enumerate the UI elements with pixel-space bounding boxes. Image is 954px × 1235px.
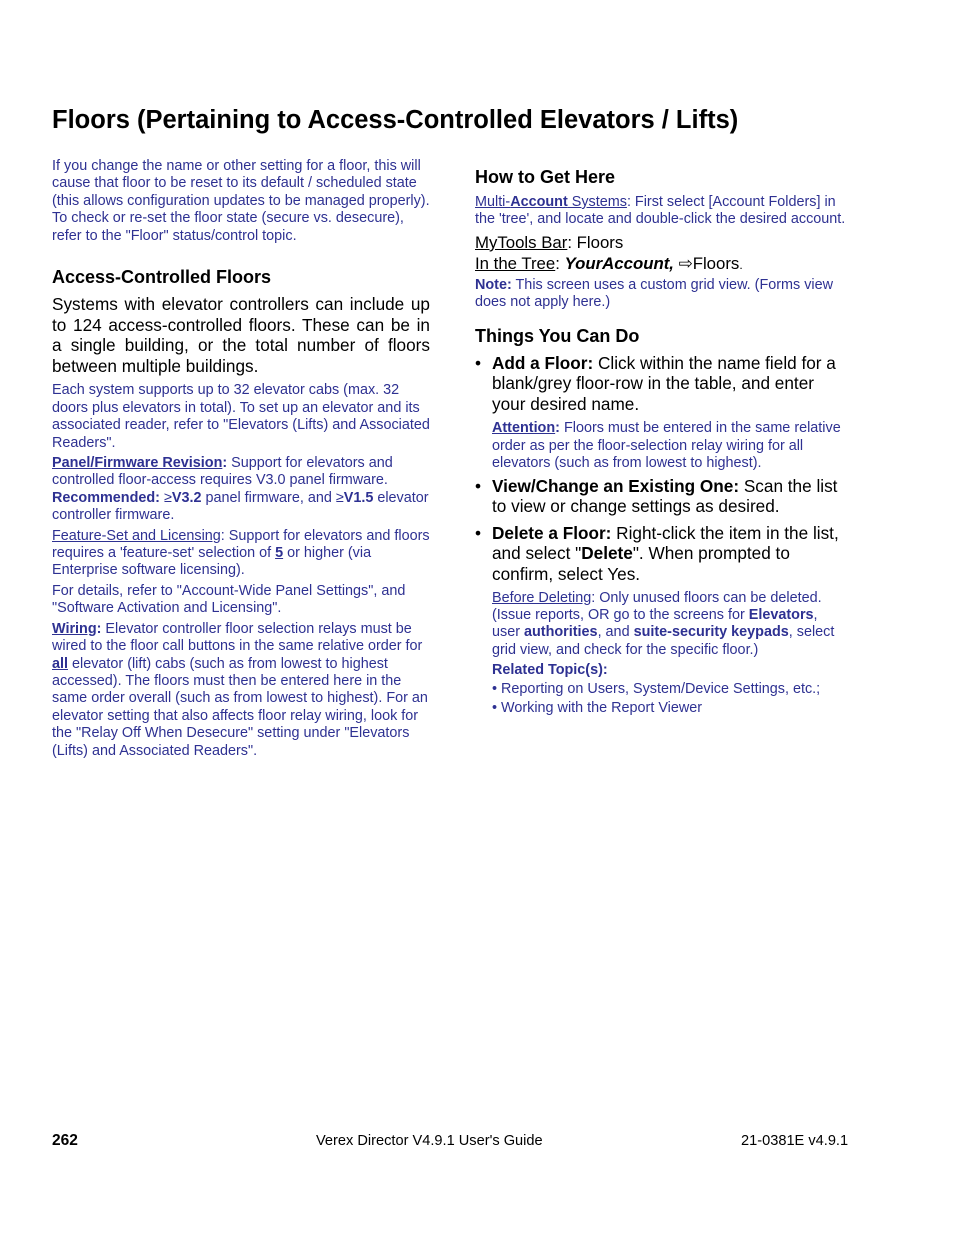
recommended-elevator-version: V1.5 — [343, 489, 374, 506]
feature-set-link[interactable]: Feature-Set and Licensing — [52, 527, 221, 544]
tree-account: YourAccount, — [564, 253, 674, 273]
before-deleting-text-1: : Only unused floors can be deleted. (Issue reports, OR go to the screens for — [492, 589, 822, 623]
recommended-end: elevator controller firmware. — [52, 489, 429, 524]
tree-link[interactable]: In the Tree — [475, 253, 556, 273]
access-controlled-floors-body: Systems with elevator controllers can include up to 124 access-controlled floors. These can be in a single building, or the total number of floors between multiple buildings. — [52, 294, 430, 376]
view-change-label: View/Change an Existing One: — [492, 475, 740, 496]
note-paragraph — [475, 277, 847, 312]
page-title: Floors (Pertaining to Access-Controlled Elevators / Lifts) — [52, 106, 739, 134]
feature-set-number: 5 — [275, 545, 284, 562]
feature-set-paragraph — [52, 528, 430, 580]
left-column — [52, 158, 430, 760]
tree-arrow-icon: ⇨ — [673, 253, 693, 273]
note-label: Note: — [475, 276, 512, 293]
recommended-panel-version: V3.2 — [171, 489, 202, 506]
wiring-colon: : — [96, 620, 102, 637]
mytools-link[interactable]: MyTools Bar — [475, 232, 568, 252]
multi-account-text: : First select [Account Folders] in the 'tree', and locate and double-click the desired account. — [475, 194, 846, 228]
related-topic-item[interactable]: • Working with the Report Viewer — [492, 699, 703, 716]
action-delete-floor — [475, 523, 847, 718]
panel-firmware-paragraph — [52, 455, 430, 525]
note-text: This screen uses a custom grid view. (Forms view does not apply here.) — [475, 276, 834, 311]
attention-paragraph — [492, 420, 847, 472]
action-view-change — [475, 476, 847, 517]
attention-colon: : — [555, 420, 560, 437]
panel-firmware-text: Support for elevators and controlled floor-access requires V3.0 panel firmware. — [52, 455, 393, 489]
details-paragraph[interactable]: For details, refer to "Account-Wide Panel Settings", and "Software Activation and Licensing". — [52, 582, 406, 617]
actions-list — [475, 353, 847, 718]
multi-account-paragraph — [475, 194, 847, 229]
wiring-link[interactable]: Wiring — [52, 620, 97, 637]
recommended-label: Recommended: — [52, 489, 160, 506]
before-deleting-paragraph — [492, 590, 847, 660]
footer-doc-number: 21-0381E v4.9.1 — [741, 1133, 849, 1149]
tree-path — [475, 254, 847, 275]
wiring-paragraph — [52, 621, 430, 760]
mytools-path — [475, 233, 847, 253]
add-floor-label: Add a Floor: — [492, 352, 594, 373]
add-floor-text: Click within the name field for a blank/grey floor-row in the table, and enter your desired name. — [492, 352, 836, 414]
right-column — [475, 166, 847, 718]
tree-period: . — [739, 257, 743, 272]
feature-set-text-2: or higher (via Enterprise software licensing). — [52, 545, 372, 579]
feature-set-text-1: : Support for elevators and floors requires a 'feature-set' selection of — [52, 527, 430, 562]
attention-link[interactable]: Attention — [492, 420, 556, 437]
mytools-text: : Floors — [567, 232, 624, 252]
tree-colon: : — [555, 253, 565, 273]
wiring-text-1: Elevator controller floor selection relays must be wired to the floor call buttons in the same relative order for — [52, 620, 423, 655]
related-topics-list — [492, 680, 847, 718]
bullet-icon: • — [475, 522, 482, 543]
things-you-can-do-heading: Things You Can Do — [475, 325, 640, 346]
view-change-text: Scan the list to view or change settings as desired. — [492, 475, 838, 517]
delete-floor-label: Delete a Floor: — [492, 522, 612, 543]
footer-page-number: 262 — [52, 1132, 78, 1149]
multi-account-account: Account — [510, 194, 568, 210]
tree-floors: Floors — [692, 253, 740, 273]
access-controlled-floors-heading: Access-Controlled Floors — [52, 267, 272, 288]
recommended-ge-1: ≥ — [159, 489, 172, 506]
related-topic-item[interactable]: • Reporting on Users, System/Device Settings, etc.; — [492, 680, 821, 697]
before-deleting-link[interactable]: Before Deleting — [492, 589, 592, 606]
wiring-all: all — [52, 655, 68, 672]
bullet-icon: • — [475, 475, 482, 496]
bullet-icon: • — [475, 352, 482, 373]
footer-guide-title: Verex Director V4.9.1 User's Guide — [316, 1133, 543, 1149]
action-add-floor — [475, 353, 847, 473]
multi-account-link[interactable] — [475, 194, 627, 210]
before-deleting-text-4: , select grid view, and check for the specific floor.) — [492, 624, 835, 658]
multi-account-prefix: Multi- — [475, 194, 511, 210]
how-to-get-here-heading: How to Get Here — [475, 167, 616, 187]
delete-floor-text-1: Right-click the item in the list, and select " — [492, 522, 839, 564]
multi-account-suffix: Systems — [567, 194, 627, 210]
elevator-cabs-note[interactable]: Each system supports up to 32 elevator cabs (max. 32 doors plus elevators in total). To set up an elevator and its associated reader, refer to "Elevators (Lifts) and Associated Readers". — [52, 382, 430, 451]
keypads-link[interactable]: suite-security keypads — [633, 624, 789, 641]
delete-floor-text-2: ". When prompted to confirm, select Yes. — [492, 543, 790, 584]
delete-word: Delete — [581, 543, 633, 564]
wiring-text-2: elevator (lift) cabs (such as from lowest to highest accessed). The floors must then be entered here in the same order overall (such as from lowest to highest). For an elevator setting that also affects floor relay wiring, look for the "Relay Off When Desecure" setting under "Elevators (Lifts) and Associated Readers". — [52, 655, 428, 759]
attention-text: Floors must be entered in the same relative order as per the floor-selection relay wiring for all elevators (such as from lowest to highest). — [492, 420, 841, 472]
elevators-link[interactable]: Elevators — [748, 607, 814, 623]
authorities-link[interactable]: authorities — [524, 624, 598, 641]
recommended-mid: panel firmware, and ≥ — [201, 489, 344, 506]
panel-firmware-colon: : — [222, 455, 228, 472]
related-topics-heading: Related Topic(s): — [492, 662, 608, 679]
intro-note: If you change the name or other setting for a floor, this will cause that floor to be reset to its default / scheduled state (this allows configuration updates to be managed properly). To check or re-set the floor state (secure vs. desecure), refer to the "Floor" status/control topic. — [52, 158, 430, 244]
panel-firmware-link[interactable]: Panel/Firmware Revision — [52, 455, 223, 472]
before-deleting-text-2: , user — [492, 607, 818, 641]
before-deleting-text-3: , and — [597, 624, 634, 641]
